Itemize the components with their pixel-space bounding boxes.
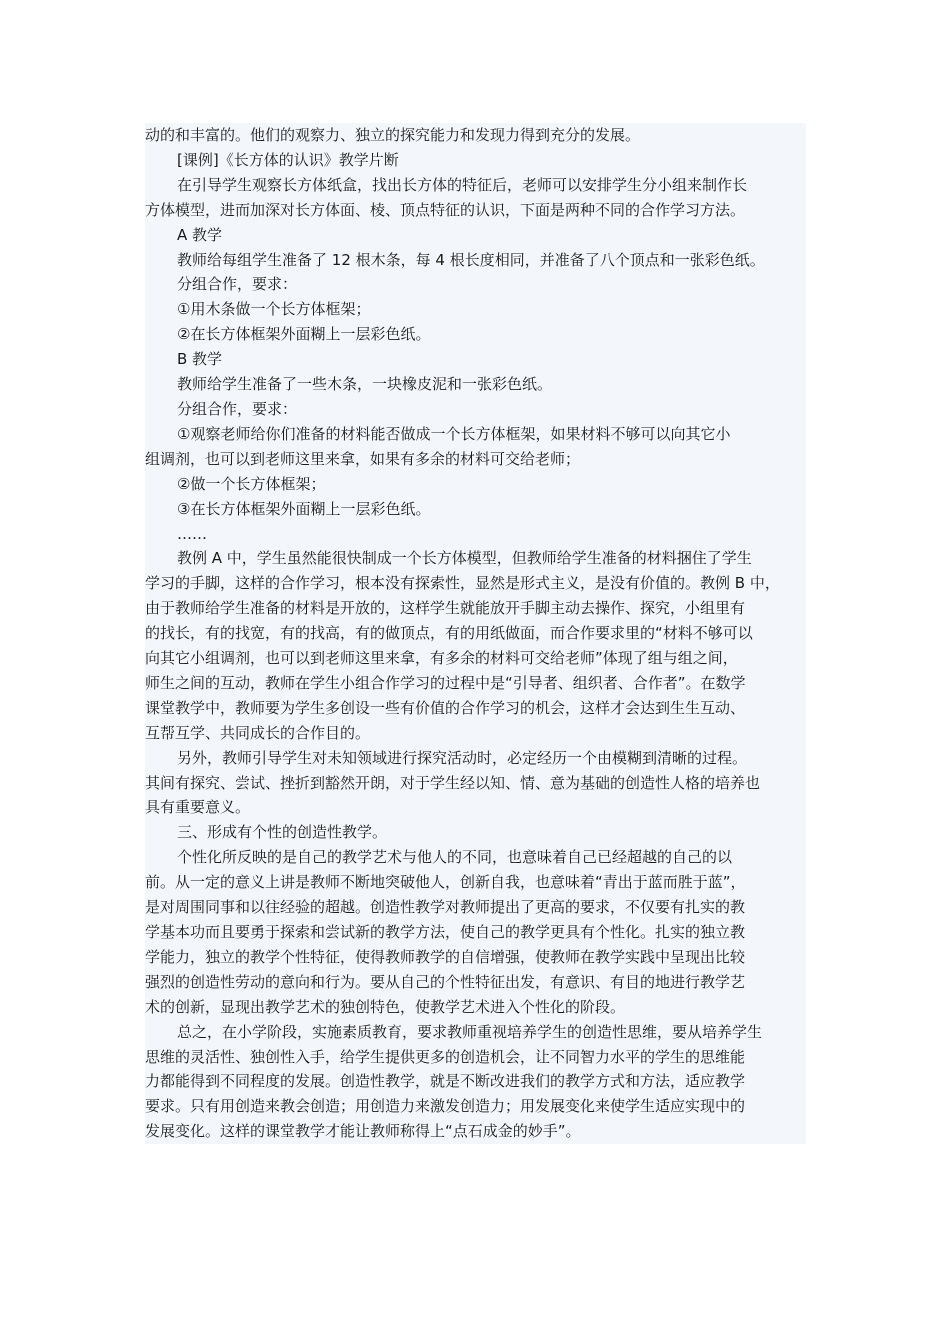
paragraph: [145, 397, 806, 422]
paragraph: [145, 123, 806, 148]
text-line: B 教学: [177, 350, 223, 369]
paragraph: [145, 422, 806, 472]
text-line: 总之，在小学阶段，实施素质教育，要求教师重视培养学生的创造性思维，要从培养学生: [177, 1022, 763, 1041]
paragraph: [145, 272, 806, 297]
paragraph: [145, 347, 806, 372]
text-line: 学能力，独立的教学个性特征，使得教师教学的自信增强，使教师在教学实践中呈现出比较: [145, 947, 746, 966]
paragraph: [145, 472, 806, 497]
text-line: 动的和丰富的。他们的观察力、独立的探究能力和发现力得到充分的发展。: [145, 126, 641, 144]
text-line: A 教学: [177, 225, 223, 244]
text-line: 组调剂，也可以到老师这里来拿，如果有多余的材料可交给老师；: [145, 449, 581, 468]
text-line: 课堂教学中，教师要为学生多创设一些有价值的合作学习的机会，这样才会达到生生互动、: [145, 698, 746, 717]
paragraph: [145, 522, 806, 547]
text-line: 的找长，有的找宽，有的找高，有的做顶点，有的用纸做面，而合作要求里的“材料不够可以: [145, 624, 753, 643]
text-line: 术的创新，显现出教学艺术的独创特色，使教学艺术进入个性化的阶段。: [145, 997, 626, 1016]
text-line: 互帮互学、共同成长的合作目的。: [145, 723, 371, 742]
document-body: [145, 123, 806, 1144]
text-line: ②做一个长方体框架；: [177, 474, 326, 493]
text-line: 强烈的创造性劳动的意向和行为。要从自己的个性特征出发，有意识、有目的地进行教学艺: [145, 972, 746, 991]
text-line: 在引导学生观察长方体纸盒，找出长方体的特征后，老师可以安排学生分小组来制作长: [177, 175, 748, 194]
paragraph: [145, 148, 806, 173]
text-line: ②在长方体框架外面糊上一层彩色纸。: [177, 325, 431, 344]
text-line: 力都能得到不同程度的发展。创造性教学，就是不断改进我们的教学方式和方法，适应教学: [145, 1072, 746, 1091]
paragraph: [145, 820, 806, 845]
paragraph: [145, 1020, 806, 1145]
paragraph: [145, 223, 806, 248]
text-line: 由于教师给学生准备的材料是开放的，这样学生就能放开手脚主动去操作、探究，小组里有: [145, 599, 746, 618]
text-line: 发展变化。这样的课堂教学才能让教师称得上“点石成金的妙手”。: [145, 1122, 581, 1141]
text-line: 向其它小组调剂，也可以到老师这里来拿，有多余的材料可交给老师”体现了组与组之间，: [145, 649, 738, 668]
paragraph: [145, 746, 806, 821]
text-line: 前。从一定的意义上讲是教师不断地突破他人，创新自我，也意味着“青出于蓝而胜于蓝”，: [145, 873, 746, 892]
text-line: ③在长方体框架外面糊上一层彩色纸。: [177, 499, 431, 518]
text-line: 其间有探究、尝试、挫折到豁然开朗，对于学生经以知、情、意为基础的创造性人格的培养也: [145, 773, 761, 792]
text-line: 分组合作，要求：: [177, 275, 298, 294]
paragraph: [145, 297, 806, 322]
paragraph: [145, 173, 806, 223]
text-line: 教例 A 中，学生虽然能很快制成一个长方体模型，但教师给学生准备的材料捆住了学生: [177, 549, 752, 568]
text-line: 分组合作，要求：: [177, 399, 298, 418]
text-line: [课例]《长方体的认识》教学片断: [177, 150, 399, 169]
text-line: 要求。只有用创造来教会创造；用创造力来激发创造力；用发展变化来使学生适应实现中的: [145, 1097, 746, 1116]
text-line: ……: [177, 524, 207, 543]
text-line: 师生之间的互动，教师在学生小组合作学习的过程中是“引导者、组织者、合作者”。在数学: [145, 673, 746, 692]
text-line: 具有重要意义。: [145, 798, 251, 817]
text-line: 教师给每组学生准备了 12 根木条，每 4 根长度相同，并准备了八个顶点和一张彩色纸。: [177, 250, 765, 269]
text-line: 学基本功而且要勇于探索和尝试新的教学方法，使自己的教学更具有个性化。扎实的独立教: [145, 923, 746, 941]
paragraph: [145, 372, 806, 397]
paragraph: [145, 248, 806, 273]
paragraph: [145, 546, 806, 745]
text-line: ①用木条做一个长方体框架；: [177, 300, 371, 319]
text-line: 个性化所反映的是自己的教学艺术与他人的不同，也意味着自己已经超越的自己的以: [177, 848, 733, 867]
paragraph: [145, 322, 806, 347]
text-line: 教师给学生准备了一些木条，一块橡皮泥和一张彩色纸。: [177, 375, 553, 394]
text-line: 是对周围同事和以往经验的超越。创造性教学对教师提出了更高的要求，不仅要有扎实的教: [145, 898, 746, 917]
text-line: 另外，教师引导学生对未知领域进行探究活动时，必定经历一个由模糊到清晰的过程。: [177, 748, 748, 767]
text-line: 思维的灵活性、独创性入手，给学生提供更多的创造机会，让不同智力水平的学生的思维能: [145, 1047, 746, 1066]
text-line: 方体模型，进而加深对长方体面、棱、顶点特征的认识，下面是两种不同的合作学习方法。: [145, 200, 746, 219]
paragraph: [145, 497, 806, 522]
text-line: 学习的手脚，这样的合作学习，根本没有探索性，显然是形式主义，是没有价值的。教例 B 中，: [145, 574, 780, 593]
text-line: 三、形成有个性的创造性教学。: [177, 823, 388, 842]
text-line: ①观察老师给你们准备的材料能否做成一个长方体框架，如果材料不够可以向其它小: [177, 424, 731, 443]
paragraph: [145, 845, 806, 1019]
